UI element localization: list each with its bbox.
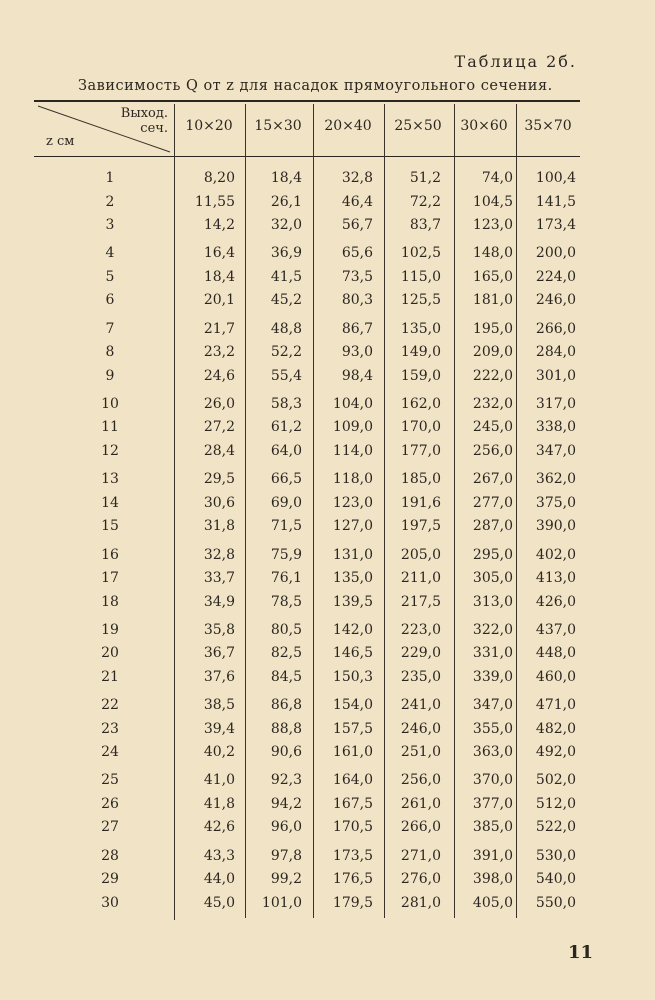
q-value-cell: 14,2 <box>203 217 235 233</box>
q-value-cell: 82,5 <box>270 645 302 662</box>
q-value-cell: 150,3 <box>332 668 373 685</box>
q-value-cell: 161,0 <box>332 744 373 761</box>
q-value-cell: 437,0 <box>535 621 576 638</box>
q-value-cell: 11,55 <box>194 193 235 210</box>
q-value-cell: 195,0 <box>472 320 513 337</box>
q-value-cell: 338,0 <box>535 419 576 436</box>
q-value-cell: 101,0 <box>261 894 302 911</box>
q-value-cell: 21,7 <box>203 320 235 337</box>
q-value-cell: 64,0 <box>270 442 302 459</box>
q-value-cell: 413,0 <box>535 570 576 586</box>
q-value-cell: 135,0 <box>400 320 441 337</box>
q-value-cell: 55,4 <box>270 367 302 384</box>
q-value-cell: 30,6 <box>203 494 235 511</box>
q-value-cell: 16,4 <box>203 245 235 262</box>
z-value-cell: 11 <box>101 419 119 436</box>
header-bottom-rule <box>34 156 580 157</box>
q-value-cell: 391,0 <box>472 847 513 864</box>
q-value-cell: 98,4 <box>341 367 373 384</box>
q-value-cell: 56,7 <box>341 217 373 233</box>
q-value-cell: 176,5 <box>332 871 373 888</box>
z-value-cell: 29 <box>101 871 119 888</box>
z-value-cell: 6 <box>105 292 115 309</box>
q-value-cell: 115,0 <box>400 268 441 285</box>
z-value-cell: 8 <box>105 344 115 361</box>
q-value-cell: 51,2 <box>409 170 441 186</box>
z-value-cell: 21 <box>101 668 119 685</box>
q-value-cell: 94,2 <box>270 795 302 812</box>
q-value-cell: 177,0 <box>400 442 441 459</box>
q-value-cell: 261,0 <box>400 795 441 812</box>
q-value-cell: 322,0 <box>472 621 513 638</box>
q-value-cell: 141,5 <box>535 193 576 210</box>
q-value-cell: 109,0 <box>332 419 373 436</box>
q-value-cell: 170,5 <box>332 819 373 836</box>
q-value-cell: 139,5 <box>332 593 373 610</box>
q-value-cell: 355,0 <box>472 720 513 737</box>
q-value-cell: 45,2 <box>270 292 302 309</box>
q-value-cell: 92,3 <box>270 772 302 789</box>
q-value-cell: 114,0 <box>332 442 373 459</box>
q-value-cell: 83,7 <box>409 217 441 233</box>
q-value-cell: 375,0 <box>535 494 576 511</box>
z-value-cell: 16 <box>101 546 119 563</box>
q-value-cell: 86,8 <box>270 697 302 714</box>
q-value-cell: 18,4 <box>270 170 302 186</box>
q-value-cell: 44,0 <box>203 871 235 888</box>
z-value-cell: 3 <box>105 217 115 233</box>
q-value-cell: 256,0 <box>472 442 513 459</box>
q-value-cell: 191,6 <box>400 494 441 511</box>
q-value-cell: 165,0 <box>472 268 513 285</box>
q-value-cell: 460,0 <box>535 668 576 685</box>
q-value-cell: 80,5 <box>270 621 302 638</box>
page-number: 11 <box>567 942 593 963</box>
q-value-cell: 27,2 <box>203 419 235 436</box>
q-value-cell: 162,0 <box>400 395 441 412</box>
q-value-cell: 73,5 <box>341 268 373 285</box>
q-value-cell: 362,0 <box>535 471 576 488</box>
corner-label-z: z см <box>46 134 75 149</box>
z-value-cell: 14 <box>101 494 119 511</box>
z-value-cell: 9 <box>105 367 115 384</box>
table-label: Таблица 2б. <box>454 52 577 71</box>
q-value-cell: 80,3 <box>341 292 373 309</box>
q-value-cell: 222,0 <box>472 367 513 384</box>
q-value-cell: 45,0 <box>203 894 235 911</box>
q-value-cell: 148,0 <box>472 245 513 262</box>
q-value-cell: 241,0 <box>400 697 441 714</box>
q-value-cell: 385,0 <box>472 819 513 836</box>
z-value-cell: 22 <box>101 697 119 714</box>
q-value-cell: 69,0 <box>270 494 302 511</box>
q-value-cell: 123,0 <box>332 494 373 511</box>
z-value-cell: 1 <box>105 170 115 186</box>
q-value-cell: 41,0 <box>203 772 235 789</box>
q-value-cell: 405,0 <box>472 894 513 911</box>
q-value-cell: 426,0 <box>535 593 576 610</box>
q-value-cell: 246,0 <box>400 720 441 737</box>
q-value-cell: 224,0 <box>535 268 576 285</box>
q-value-cell: 96,0 <box>270 819 302 836</box>
q-value-cell: 29,5 <box>203 471 235 488</box>
q-value-cell: 284,0 <box>535 344 576 361</box>
q-value-cell: 402,0 <box>535 546 576 563</box>
q-value-cell: 100,4 <box>535 170 576 186</box>
q-value-cell: 502,0 <box>535 772 576 789</box>
q-value-cell: 232,0 <box>472 395 513 412</box>
q-value-cell: 482,0 <box>535 720 576 737</box>
q-value-cell: 142,0 <box>332 621 373 638</box>
q-value-cell: 266,0 <box>535 320 576 337</box>
column-header: 35×70 <box>524 118 572 134</box>
q-value-cell: 276,0 <box>400 871 441 888</box>
q-value-cell: 251,0 <box>400 744 441 761</box>
q-value-cell: 229,0 <box>400 645 441 662</box>
q-value-cell: 363,0 <box>472 744 513 761</box>
q-value-cell: 313,0 <box>472 593 513 610</box>
q-value-cell: 287,0 <box>472 518 513 535</box>
q-value-cell: 211,0 <box>400 570 441 586</box>
header-corner-cell <box>34 102 174 156</box>
q-value-cell: 512,0 <box>535 795 576 812</box>
q-value-cell: 125,5 <box>400 292 441 309</box>
q-value-cell: 76,1 <box>270 570 302 586</box>
q-value-cell: 123,0 <box>472 217 513 233</box>
q-value-cell: 18,4 <box>203 268 235 285</box>
q-value-cell: 32,0 <box>270 217 302 233</box>
q-value-cell: 492,0 <box>535 744 576 761</box>
q-value-cell: 127,0 <box>332 518 373 535</box>
q-value-cell: 74,0 <box>481 170 513 186</box>
q-value-cell: 339,0 <box>472 668 513 685</box>
column-header: 25×50 <box>394 118 442 134</box>
q-value-cell: 217,5 <box>400 593 441 610</box>
q-value-cell: 159,0 <box>400 367 441 384</box>
q-value-cell: 267,0 <box>472 471 513 488</box>
q-value-cell: 173,4 <box>535 217 576 233</box>
q-value-cell: 32,8 <box>341 170 373 186</box>
q-value-cell: 266,0 <box>400 819 441 836</box>
z-value-cell: 25 <box>101 772 119 789</box>
q-value-cell: 8,20 <box>203 170 235 186</box>
z-value-cell: 12 <box>101 442 119 459</box>
z-value-cell: 10 <box>101 395 119 412</box>
q-value-cell: 88,8 <box>270 720 302 737</box>
q-value-cell: 256,0 <box>400 772 441 789</box>
q-value-cell: 65,6 <box>341 245 373 262</box>
q-value-cell: 131,0 <box>332 546 373 563</box>
q-value-cell: 84,5 <box>270 668 302 685</box>
q-value-cell: 35,8 <box>203 621 235 638</box>
q-value-cell: 37,6 <box>203 668 235 685</box>
q-value-cell: 170,0 <box>400 419 441 436</box>
q-value-cell: 390,0 <box>535 518 576 535</box>
z-value-cell: 15 <box>101 518 119 535</box>
q-value-cell: 522,0 <box>535 819 576 836</box>
q-value-cell: 104,0 <box>332 395 373 412</box>
corner-label-outlet: Выход. сеч. <box>120 106 168 136</box>
q-value-cell: 71,5 <box>270 518 302 535</box>
q-value-cell: 223,0 <box>400 621 441 638</box>
q-value-cell: 36,9 <box>270 245 302 262</box>
z-value-cell: 18 <box>101 593 119 610</box>
q-value-cell: 209,0 <box>472 344 513 361</box>
q-value-cell: 118,0 <box>332 471 373 488</box>
q-value-cell: 41,8 <box>203 795 235 812</box>
q-value-cell: 40,2 <box>203 744 235 761</box>
z-value-cell: 26 <box>101 795 119 812</box>
z-value-cell: 17 <box>101 570 119 586</box>
q-value-cell: 281,0 <box>400 894 441 911</box>
q-value-cell: 277,0 <box>472 494 513 511</box>
q-value-cell: 78,5 <box>270 593 302 610</box>
q-value-cell: 295,0 <box>472 546 513 563</box>
q-value-cell: 173,5 <box>332 847 373 864</box>
q-value-cell: 164,0 <box>332 772 373 789</box>
q-value-cell: 86,7 <box>341 320 373 337</box>
q-value-cell: 347,0 <box>472 697 513 714</box>
q-value-cell: 530,0 <box>535 847 576 864</box>
q-value-cell: 331,0 <box>472 645 513 662</box>
q-value-cell: 61,2 <box>270 419 302 436</box>
q-value-cell: 36,7 <box>203 645 235 662</box>
z-value-cell: 27 <box>101 819 119 836</box>
q-value-cell: 179,5 <box>332 894 373 911</box>
q-value-cell: 104,5 <box>472 193 513 210</box>
q-value-cell: 235,0 <box>400 668 441 685</box>
q-value-cell: 38,5 <box>203 697 235 714</box>
q-value-cell: 26,1 <box>270 193 302 210</box>
column-header: 15×30 <box>254 118 302 134</box>
z-value-cell: 7 <box>105 320 115 337</box>
q-value-cell: 75,9 <box>270 546 302 563</box>
q-value-cell: 301,0 <box>535 367 576 384</box>
z-value-cell: 5 <box>105 268 115 285</box>
q-value-cell: 271,0 <box>400 847 441 864</box>
z-value-cell: 30 <box>101 894 119 911</box>
q-value-cell: 66,5 <box>270 471 302 488</box>
q-value-cell: 550,0 <box>535 894 576 911</box>
q-value-cell: 34,9 <box>203 593 235 610</box>
q-value-cell: 185,0 <box>400 471 441 488</box>
q-value-cell: 23,2 <box>203 344 235 361</box>
q-value-cell: 135,0 <box>332 570 373 586</box>
q-value-cell: 20,1 <box>203 292 235 309</box>
column-header: 20×40 <box>324 118 372 134</box>
q-value-cell: 157,5 <box>332 720 373 737</box>
q-value-cell: 46,4 <box>341 193 373 210</box>
q-value-cell: 102,5 <box>400 245 441 262</box>
q-value-cell: 167,5 <box>332 795 373 812</box>
q-value-cell: 31,8 <box>203 518 235 535</box>
q-value-cell: 540,0 <box>535 871 576 888</box>
q-value-cell: 246,0 <box>535 292 576 309</box>
q-value-cell: 245,0 <box>472 419 513 436</box>
q-value-cell: 33,7 <box>203 570 235 586</box>
z-value-cell: 24 <box>101 744 119 761</box>
q-value-cell: 317,0 <box>535 395 576 412</box>
q-value-cell: 32,8 <box>203 546 235 563</box>
q-value-cell: 52,2 <box>270 344 302 361</box>
q-value-cell: 448,0 <box>535 645 576 662</box>
q-value-cell: 28,4 <box>203 442 235 459</box>
q-value-cell: 97,8 <box>270 847 302 864</box>
z-value-cell: 13 <box>101 471 119 488</box>
q-value-cell: 99,2 <box>270 871 302 888</box>
q-value-cell: 197,5 <box>400 518 441 535</box>
q-value-cell: 200,0 <box>535 245 576 262</box>
q-value-cell: 39,4 <box>203 720 235 737</box>
q-value-cell: 205,0 <box>400 546 441 563</box>
q-value-cell: 93,0 <box>341 344 373 361</box>
z-value-cell: 23 <box>101 720 119 737</box>
q-value-cell: 181,0 <box>472 292 513 309</box>
z-value-cell: 19 <box>101 621 119 638</box>
q-value-cell: 72,2 <box>409 193 441 210</box>
q-value-cell: 154,0 <box>332 697 373 714</box>
q-value-cell: 146,5 <box>332 645 373 662</box>
column-header: 10×20 <box>185 118 233 134</box>
table-caption: Зависимость Q от z для насадок прямоугольного сечения. <box>78 78 553 94</box>
q-value-cell: 26,0 <box>203 395 235 412</box>
q-value-cell: 42,6 <box>203 819 235 836</box>
z-value-cell: 20 <box>101 645 119 662</box>
q-value-cell: 398,0 <box>472 871 513 888</box>
q-value-cell: 370,0 <box>472 772 513 789</box>
q-value-cell: 41,5 <box>270 268 302 285</box>
q-value-cell: 305,0 <box>472 570 513 586</box>
q-value-cell: 48,8 <box>270 320 302 337</box>
q-value-cell: 149,0 <box>400 344 441 361</box>
q-value-cell: 58,3 <box>270 395 302 412</box>
q-value-cell: 471,0 <box>535 697 576 714</box>
q-value-cell: 377,0 <box>472 795 513 812</box>
column-header: 30×60 <box>460 118 508 134</box>
q-value-cell: 90,6 <box>270 744 302 761</box>
q-value-cell: 347,0 <box>535 442 576 459</box>
q-value-cell: 43,3 <box>203 847 235 864</box>
z-value-cell: 28 <box>101 847 119 864</box>
z-value-cell: 2 <box>105 193 115 210</box>
z-value-cell: 4 <box>105 245 115 262</box>
q-value-cell: 24,6 <box>203 367 235 384</box>
